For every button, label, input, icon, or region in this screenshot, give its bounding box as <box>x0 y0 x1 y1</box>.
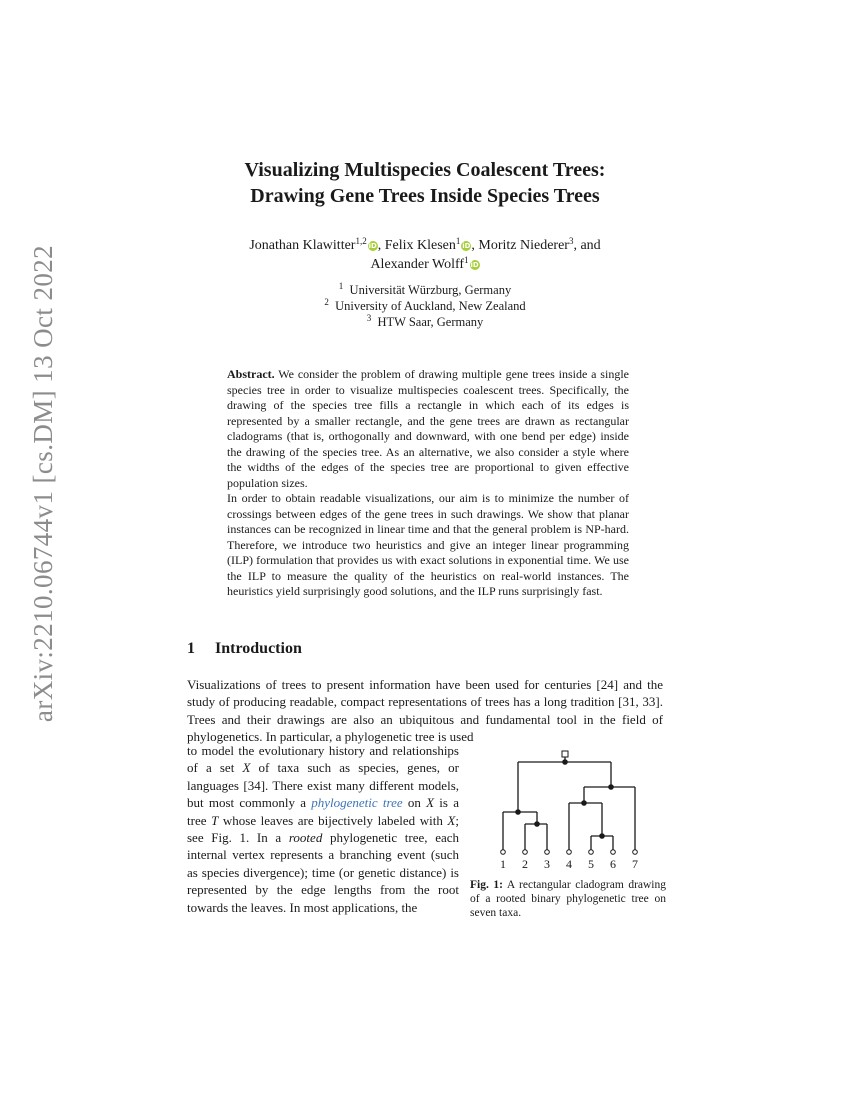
arxiv-sidebar <box>20 244 68 722</box>
intro-column-paragraph <box>187 742 459 916</box>
leaf-node <box>589 850 594 855</box>
affiliation-text: University of Auckland, New Zealand <box>335 299 526 313</box>
leaf-node <box>523 850 528 855</box>
affiliation <box>200 298 650 314</box>
author-name: Felix Klesen <box>384 238 456 253</box>
author-name: Jonathan Klawitter <box>249 238 356 253</box>
title-line-1: Visualizing Multispecies Coalescent Trees: <box>244 159 606 181</box>
affiliation-text: Universität Würzburg, Germany <box>349 283 512 297</box>
leaf-label: 5 <box>588 857 594 871</box>
affiliations <box>200 282 650 330</box>
author-affiliation-marker: 1 <box>455 236 461 246</box>
math-var: T <box>211 812 219 828</box>
text-run: on <box>402 795 427 811</box>
paper-title <box>140 157 710 209</box>
caption-label: Fig. 1: <box>470 879 503 891</box>
figure-1 <box>478 746 668 876</box>
author-affiliation-marker: 1,2 <box>355 236 367 246</box>
internal-node <box>581 800 587 806</box>
leaf-label: 2 <box>522 857 528 871</box>
intro-paragraph <box>187 676 663 746</box>
intro-column-text <box>187 742 459 916</box>
text-run: ; see Fig. 1. In a <box>187 812 459 846</box>
arxiv-identifier: arXiv:2210.06744v1 [cs.DM] 13 Oct 2022 <box>28 244 59 722</box>
author-separator: , <box>377 238 385 253</box>
text-run: whose leaves are bijectively labeled with <box>218 812 448 828</box>
leaf-node <box>611 850 616 855</box>
math-var: X <box>426 795 435 811</box>
author-separator: , <box>471 238 479 253</box>
leaf-node <box>501 850 506 855</box>
author-separator: , and <box>573 238 601 253</box>
root-square <box>562 751 568 757</box>
text-run: of taxa such as species, genes, or languages [34]. There exist many different models, but most commonly a <box>187 760 460 811</box>
leaf-label: 6 <box>610 857 616 871</box>
cladogram-diagram <box>478 746 668 876</box>
internal-node <box>562 759 568 765</box>
affiliation-text: HTW Saar, Germany <box>377 315 484 329</box>
leaf-node <box>633 850 638 855</box>
caption-text: A rectangular cladogram drawing of a rooted binary phylogenetic tree on seven taxa. <box>470 879 666 919</box>
internal-node <box>534 821 540 827</box>
leaf-label: 3 <box>544 857 550 871</box>
math-var: X <box>447 812 456 828</box>
section-title: Introduction <box>215 640 302 657</box>
text-run: to model the evolutionary history and relationships of a set <box>187 743 459 776</box>
leaf-node <box>567 850 572 855</box>
affiliation <box>200 314 650 330</box>
orcid-icon[interactable]: iD <box>470 261 479 269</box>
leaf-label: 7 <box>632 857 638 871</box>
figure-caption <box>470 878 666 920</box>
author-affiliation-marker: 3 <box>568 236 574 246</box>
leaf-node <box>545 850 550 855</box>
math-var: X <box>242 760 251 776</box>
abstract-label: Abstract. <box>227 367 275 381</box>
leaf-label: 4 <box>566 857 572 871</box>
author-list <box>180 236 670 274</box>
leaf-label: 1 <box>500 857 506 871</box>
affiliation <box>200 282 650 298</box>
phylogenetic-tree-link[interactable]: phylogenetic tree <box>311 795 403 811</box>
affiliation-number: 3 <box>366 313 372 323</box>
section-heading <box>187 640 302 658</box>
abstract <box>227 367 629 600</box>
emphasis: rooted <box>288 830 323 846</box>
affiliation-number: 1 <box>338 281 344 291</box>
orcid-icon[interactable]: iD <box>368 242 377 250</box>
affiliation-number: 2 <box>324 297 329 307</box>
intro-text: Visualizations of trees to present information have been used for centuries [24] and the study of producing readable, compact representations of trees has a long tradition [31, 33]. Trees and their drawings are also an ubiquitous and fundamental tool in the field of phylogenetics. In particular, a phylogenetic tree is used <box>187 677 663 745</box>
author-affiliation-marker: 1 <box>464 255 469 265</box>
text-run: is a tree <box>187 795 459 828</box>
section-number: 1 <box>187 640 195 657</box>
title-line-2: Drawing Gene Trees Inside Species Trees <box>250 185 600 207</box>
abstract-text-1: We consider the problem of drawing multiple gene trees inside a single species tree in order to visualize multispecies coalescent trees. Specifically, the drawing of the species tree fills a rectangle in which each of its edges is represented by a smaller rectangle, and the gene trees are drawn as rectangular cladograms (that is, orthogonally and downward, with one bend per edge) inside the drawing of the species tree. As an alternative, we also consider a style where the widths of the edges of the species tree are proportional to given effective population sizes. <box>227 367 629 490</box>
orcid-icon[interactable]: iD <box>462 242 471 250</box>
abstract-paragraph-1 <box>227 367 629 491</box>
text-run: phylogenetic tree, each internal vertex represents a branching event (such as species divergence); time (or genetic distance) is represented by the edge lengths from the root towards the leaves. In most applications, the <box>187 830 460 915</box>
author-name: Moritz Niederer <box>478 238 569 253</box>
abstract-paragraph-2: In order to obtain readable visualizations, our aim is to minimize the number of crossings between edges of the gene trees in such drawings. We show that planar instances can be recognized in linear time and that the general problem is NP-hard. Therefore, we introduce two heuristics and give an integer linear programming (ILP) formulation that provides us with exact solutions in exponential time. We use the ILP to measure the quality of the heuristics on real-world instances. The heuristics yield surprisingly good solutions, and the ILP runs surprisingly fast. <box>227 491 629 598</box>
internal-node <box>608 784 614 790</box>
internal-node <box>515 809 521 815</box>
internal-node <box>599 833 605 839</box>
author-name: Alexander Wolff <box>370 257 465 272</box>
